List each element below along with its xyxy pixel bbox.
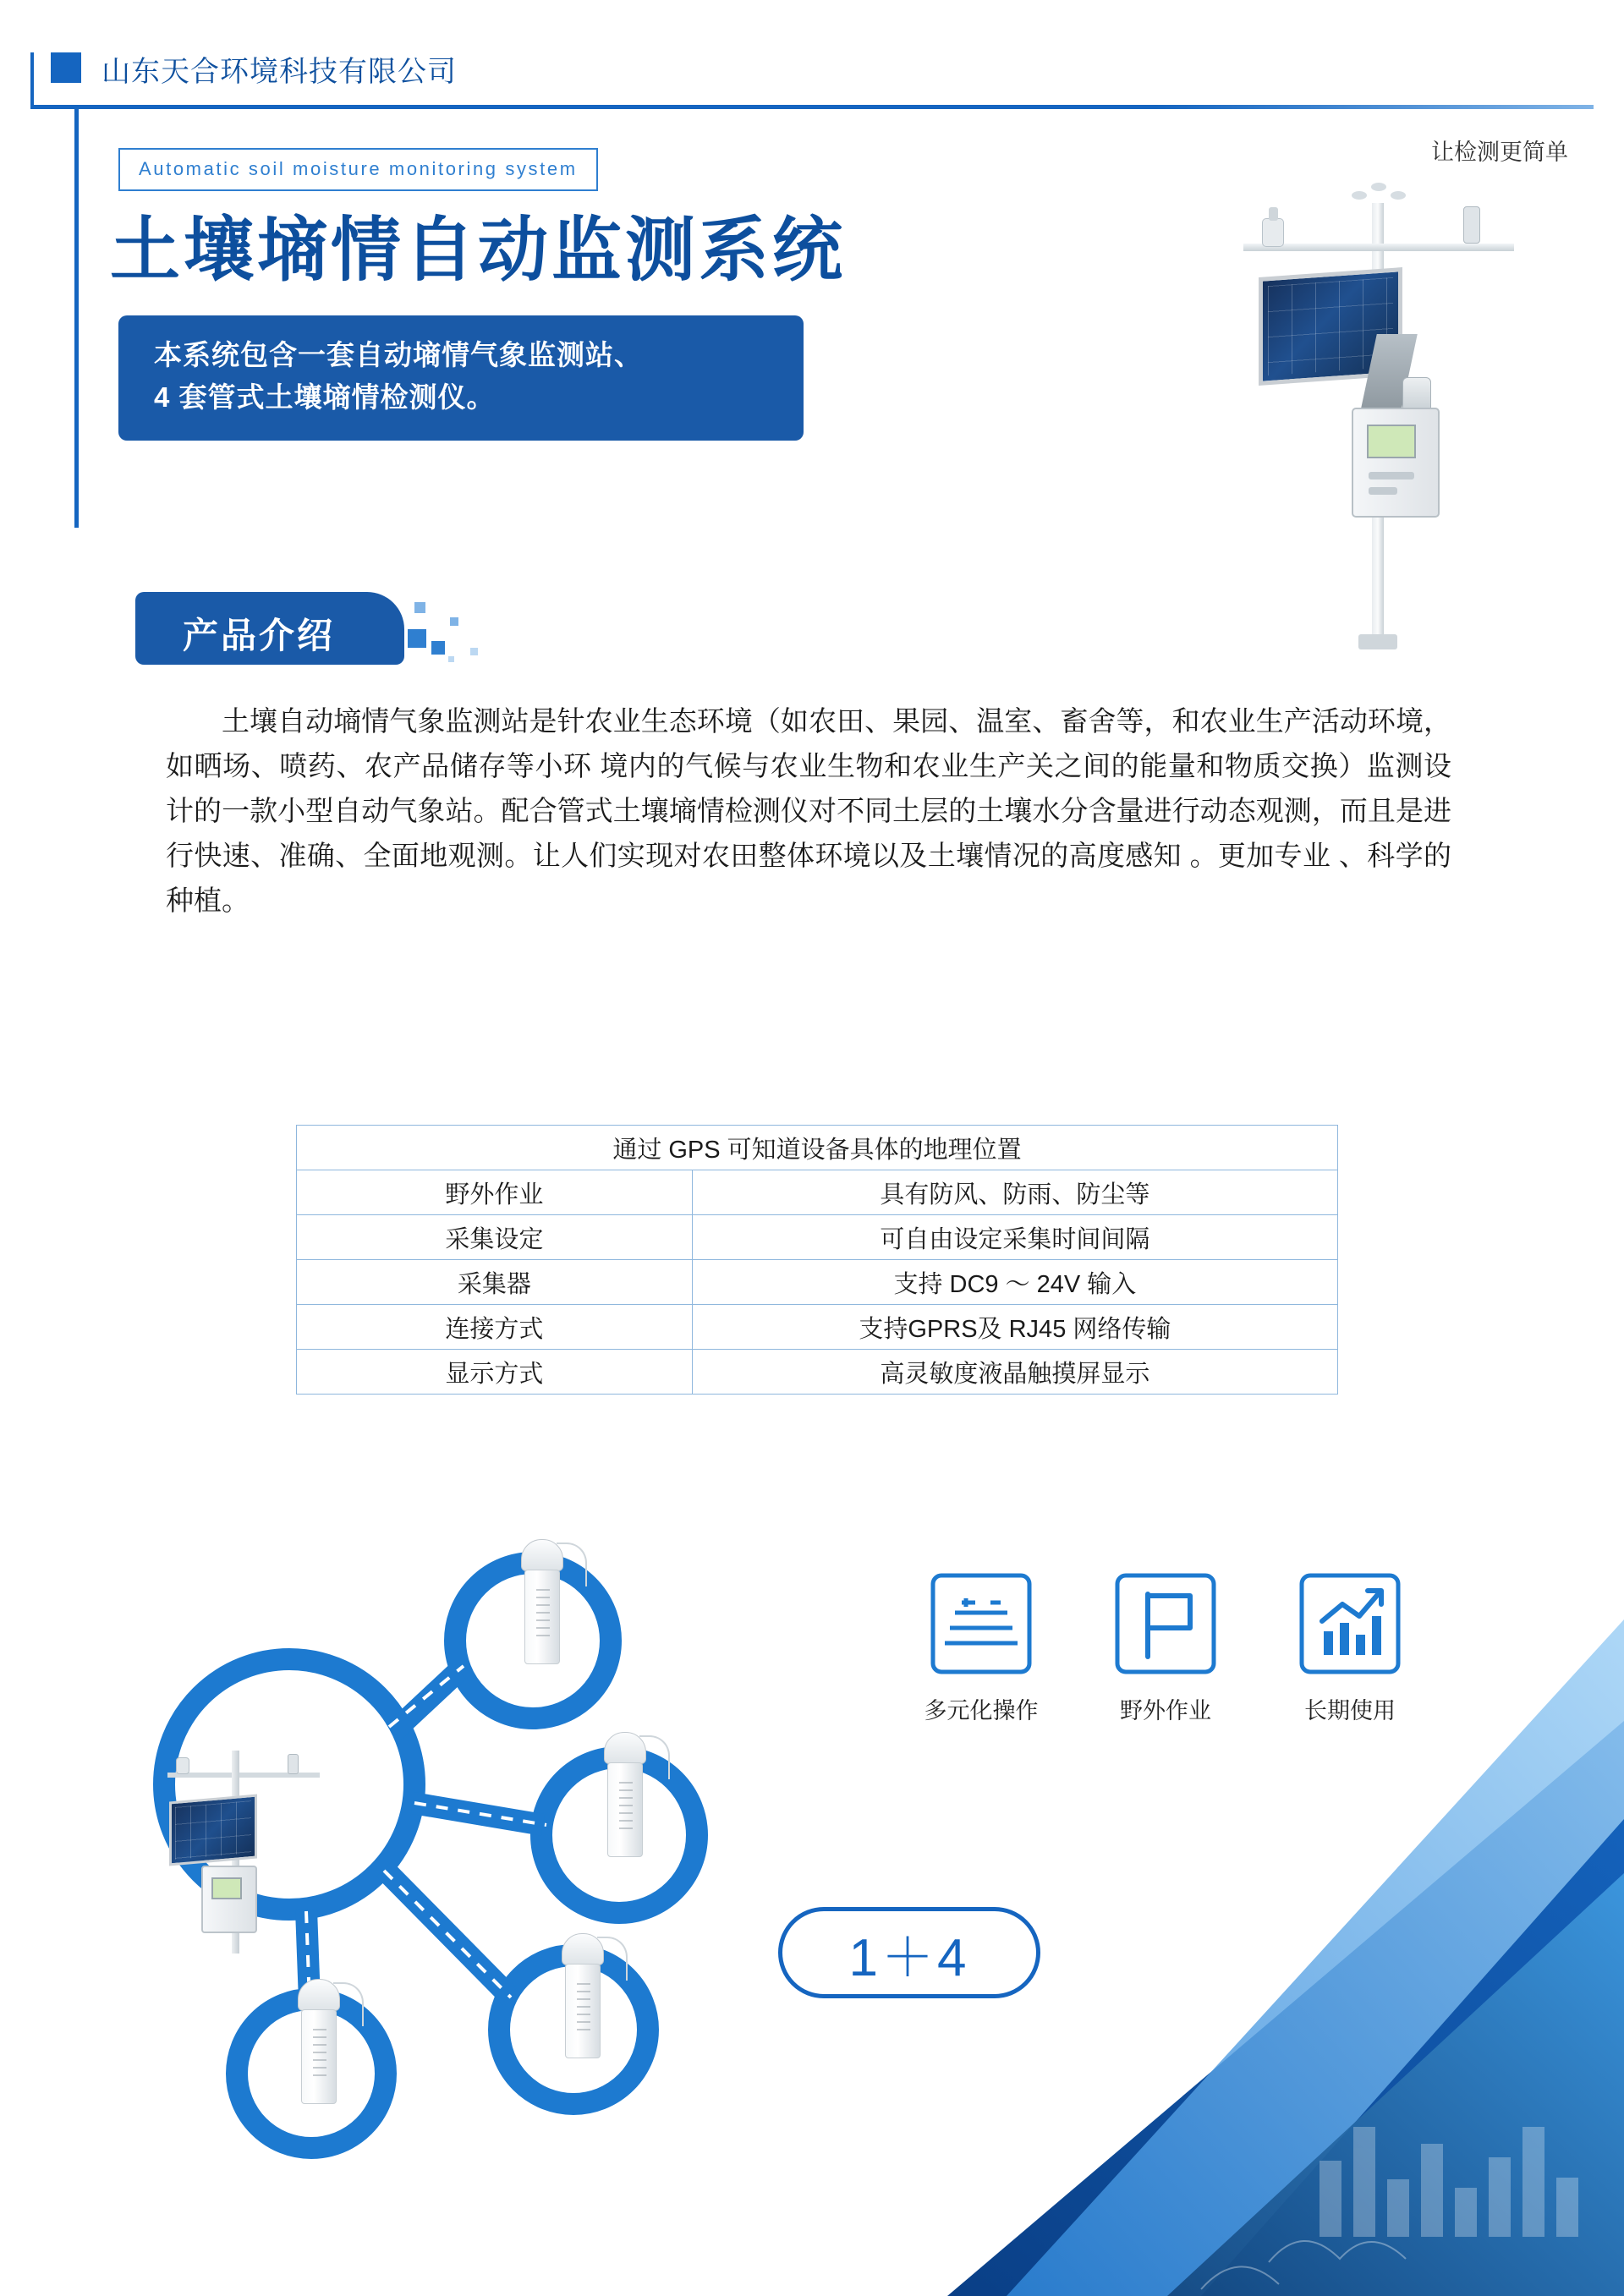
weather-station-illustration: [1210, 178, 1565, 651]
spec-label: 连接方式: [297, 1305, 693, 1350]
rain-sensor-icon: [1262, 218, 1284, 247]
page-title: 土壤墒情自动监测系统: [110, 211, 846, 289]
combo-badge-label: 1＋4: [848, 1928, 970, 1987]
controller-button-2: [1369, 487, 1397, 495]
probe-cap: [298, 1979, 340, 2011]
probe-tube: [607, 1762, 643, 1857]
feature-label: 长期使用: [1304, 1698, 1396, 1723]
summary-line-2: 4 套管式土壤墒情检测仪。: [154, 381, 496, 413]
soil-probe-2: [599, 1732, 651, 1859]
table-row-caption: [297, 1126, 1338, 1170]
table-row: [297, 1305, 1338, 1350]
spec-label: 野外作业: [297, 1170, 693, 1215]
spec-value: 高灵敏度液晶触摸屏显示: [692, 1350, 1337, 1395]
probe-tube: [301, 2009, 337, 2104]
soil-probe-4: [293, 1979, 345, 2106]
english-title: Automatic soil moisture monitoring system: [118, 148, 598, 191]
spec-label: 采集设定: [297, 1215, 693, 1260]
spec-value: 支持GPRS及 RJ45 网络传输: [692, 1305, 1337, 1350]
rain-sensor-icon-small: [176, 1757, 189, 1774]
probe-cap: [604, 1732, 646, 1764]
table-row: [297, 1170, 1338, 1215]
table-row: [297, 1350, 1338, 1395]
spec-value: 具有防风、防雨、防尘等: [692, 1170, 1337, 1215]
soil-probe-3: [557, 1933, 609, 2060]
header-slogan: 让检测更简单: [1431, 140, 1568, 165]
probe-tube: [524, 1570, 560, 1664]
solar-panel-small: [169, 1794, 257, 1866]
feature-label: 多元化操作: [924, 1698, 1039, 1723]
intro-paragraph: 土壤自动墒情气象监测站是针农业生态环境（如农田、果园、温室、畜舍等，和农业生产活动环境，如晒场、喷药、农产品储存等小环 境内的气候与农业生物和农业生产关之间的能量和物质交换）监测设计的一款小型自动气象站。配合管式土壤墒情检测仪对不同土层的土壤水分含量进行动态观测，而且是进行快速、准确、全面地观测。让人们实现对农田整体环境以及土壤情况的高度感知 。更加专业 、科学的种植。: [166, 705, 1451, 916]
probe-cap: [562, 1933, 604, 1965]
table-caption-cell: 通过 GPS 可知道设备具体的地理位置: [297, 1126, 1338, 1170]
pole-base: [1358, 634, 1397, 649]
controller-box-small: [201, 1866, 257, 1933]
section-plate: [135, 592, 404, 665]
summary-banner: [118, 315, 804, 441]
probe-cap: [521, 1539, 563, 1571]
crossbar: [1243, 244, 1514, 251]
header-vertical-rule: [74, 105, 79, 528]
soil-probe-1: [516, 1539, 568, 1666]
radiation-sensor-icon-small: [288, 1754, 299, 1774]
spec-label: 显示方式: [297, 1350, 693, 1395]
table-row: [297, 1260, 1338, 1305]
header-divider: [30, 105, 1594, 109]
decorative-corner: [727, 1619, 1624, 2296]
spec-label: 采集器: [297, 1260, 693, 1305]
header-left-accent: [30, 52, 34, 105]
controller-button-1: [1369, 472, 1414, 479]
controller-screen-small: [211, 1877, 242, 1899]
spec-value: 支持 DC9 ～ 24V 输入: [692, 1260, 1337, 1305]
summary-line-1: 本系统包含一套自动墒情气象监测站、: [154, 339, 643, 370]
company-name: 山东天合环境科技有限公司: [102, 56, 457, 88]
section-title: 产品介绍: [183, 616, 336, 655]
controller-screen: [1367, 425, 1416, 458]
feature-label: 野外作业: [1120, 1698, 1211, 1723]
spec-table: [296, 1125, 1338, 1395]
section-heading-intro: [135, 592, 431, 665]
radiation-sensor-icon: [1463, 206, 1480, 244]
station-illustration-small: [151, 1742, 362, 1962]
table-row: [297, 1215, 1338, 1260]
controller-box: [1352, 408, 1440, 518]
logo-square-icon: [51, 52, 81, 83]
spec-value: 可自由设定采集时间间隔: [692, 1215, 1337, 1260]
probe-tube: [565, 1964, 601, 2058]
